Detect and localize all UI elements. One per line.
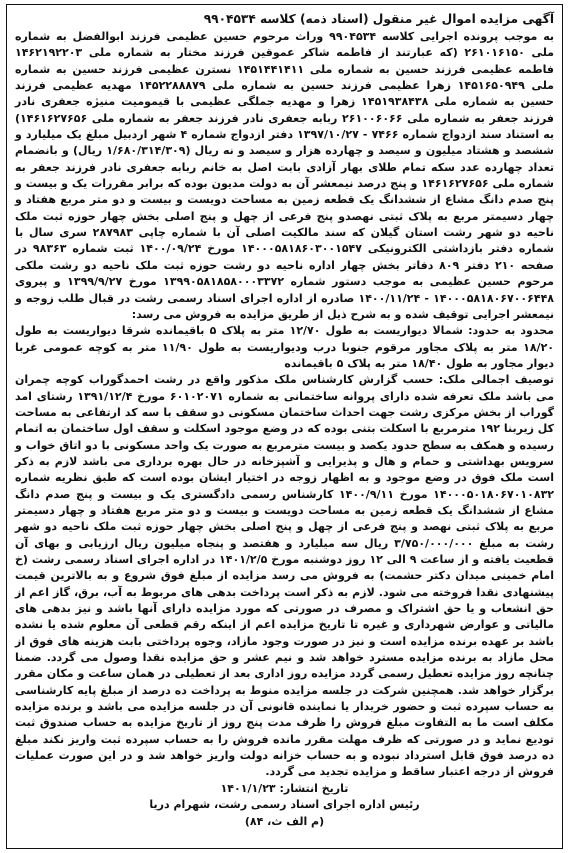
notice-paragraph-description: توصیف اجمالی ملک: حسب گزارش کارشناس ملک مذکور واقع در رشت احمدگوراب کوچه چمران می باشد ملک تعرفه شده دارای پروانه ساختمانی به شماره ۶۰۱۰۲۰۷۱ مورخ ۱۳۹۱/۱۲/۴ رشتای امد گوراب از بخش مرکزی رشت جهت احداث ساختمان مسکونی دو سقف با سه کد ارتفاعی به مساحت کل زیربنا ۱۹۲ مترمربع با اسکلت بتنی بوده که در وضع موجود اسکلت و سقف اول ساختمان به اتمام رسیده و همکف به سطح حدود یکصد و بیست مترمربع به صورت یک واحد مسکونی با دو اتاق خواب و سرویس بهداشتی و حمام و هال و پذیرایی و آشپزخانه در حال بهره برداری می باشد لازم به ذکر است ملک فوق در وضع موجود و به اظهار زوجه در اختیار ایشان بوده است که طبق نظریه شماره ۱۴۰۰۰۵۰۱۸۰۶۷۰۱۰۸۳۲ مورخ ۱۴۰۰/۹/۱۱ کارشناس رسمی دادگستری یک و بیست و پنج صدم دانگ مشاع از ششدانگ یک قطعه زمین به مساحت دویست و بیست و دو متر مربع هفتاد و چهار دسیمتر مربع به پلاک ثبتی نهصد و پنج فرعی از چهل و پنج اصلی بخش چهار حوزه ثبت ملک ناحیه دو شهر رشت به مبلغ ۳/۷۵۰/۰۰۰/۰۰۰ ریال سه میلیارد و هفتصد و پنجاه میلیون ریال ارزیابی و بهای آن قطعیت یافته و از ساعت ۹ الی ۱۲ روز دوشنبه مورخ ۱۴۰۱/۲/۵ در اداره اجرای اسناد رسمی رشت (خ امام خمینی میدان دکتر حشمت) به فروش می رسد مزایده از مبلغ فوق شروع و به بالاترین قیمت پیشنهادی نقدا فروخته می شود. لازم به ذکر است پرداخت بدهی های مربوط به آب، برق، گاز اعم از حق انشعاب و یا حق اشتراک و مصرف در صورتی که مورد مزایده دارای آنها باشد و نیز بدهی های مالیاتی و عوارض شهرداری و غیره تا تاریخ مزایده اعم از اینکه رقم قطعی آن معلوم شده یا نشده باشد بر عهده برنده مزایده است و نیز در صورت وجود مازاد، وجوه پرداختی بابت هزینه های فوق از محل مازاد به برنده مزایده مسترد خواهد شد و نیم عشر و حق مزایده نقدا وصول می گردد. ضمنا چنانچه روز مزایده تعطیل رسمی گردد مزایده روز اداری بعد از تعطیلی در همان ساعت و مکان مقرر برگزار خواهد شد. همچنین شرکت در جلسه مزایده منوط به پرداخت ده درصد از مبلغ پایه کارشناسی به حساب سپرده ثبت و حضور خریدار یا نماینده قانونی آن در جلسه مزایده می باشد و برنده مزایده مکلف است ما به التفاوت مبلغ فروش را ظرف مدت پنج روز از تاریخ مزایده به حساب صندوق ثبت تودیع نماید و در صورتی که ظرف مهلت مقرر مانده فروش را به حساب سپرده ثبت واریز نکند مبلغ ده درصد فوق قابل استرداد نبوده و به حساب خزانه دولت واریز خواهد شد و در این صورت عملیات فروش از درجه اعتبار ساقط و مزایده تجدید می گردد. <box>15 373 555 779</box>
auction-notice <box>6 4 563 849</box>
publication-date: تاریخ انتشار: ۱۴۰۱/۱/۲۳ <box>220 781 349 795</box>
notice-paragraph-boundaries: محدود به حدود: شمالا دیواریست به طول ۱۲/۷۰ متر به پلاک ۵ باقیمانده شرقا دیواریست به طول ۱۸/۲۰ متر به پلاک مجاور مرقوم جنوبا درب ودیواریست به طول ۱۱/۹۰ متر به کوچه عمومی غربا دیوار مجاور به طول ۱۸/۴۰ متر به پلاک ۵ باقیمانده <box>15 324 554 370</box>
signature-line: رئیس اداره اجرای اسناد رسمی رشت، شهرام دریا <box>149 798 420 812</box>
notice-body <box>15 29 554 781</box>
notice-title: آگهی مزایده اموال غیر منقول (اسناد ذمه) کلاسه ۹۹۰۴۵۳۴ <box>203 12 554 26</box>
reference-code: (م الف ث، ۸۴) <box>244 814 325 828</box>
notice-paragraph-case: به موجب پرونده اجرایی کلاسه ۹۹۰۴۵۳۴ وراث مرحوم حسین عظیمی فرزند ابوالفضل به شماره ملی ۲۶۱۰۱۶۱۵۰ (که عبارتند از فاطمه شاکر عموقین فرزند مختار به شماره ملی ۱۴۶۲۱۹۲۲۰۳ فاطمه عظیمی فرزند حسین به شماره ملی ۱۴۵۱۴۴۱۴۱۱ نسترن عظیمی فرزند حسین به شماره ملی ۱۴۵۱۶۵۰۹۴۹ زهرا عظیمی فرزند حسین به شماره ملی ۱۴۵۲۲۸۸۸۷۹ مهدیه عظیمی فرزند حسین به شماره ملی ۱۴۵۱۹۳۸۴۳۸ زهرا و مهدیه جملگی عظیمی با قیمومیت منیژه جعفری نادر فرزند جعفر به شماره ملی ۲۶۱۰۰۶۰۶۶ ربابه جعفری نادر فرزند جعفر به شماره ملی ۱۴۶۱۶۲۷۶۵۶) به استناد سند ازدواج شماره ۷۴۶۶ - ۱۳۹۷/۱۰/۲۷ دفتر ازدواج شماره ۴ شهر اردبیل مبلغ یک میلیارد و ششصد و هشتاد میلیون و سیصد و چهارده هزار و سیصد و نه ریال (۱/۶۸۰/۳۱۴/۳۰۹ ریال) و بانضمام تعداد چهارده عدد سکه تمام طلای بهار آزادی بابت اصل به خانم ربابه جعفری نادر فرزند جعفر به شماره ملی ۱۴۶۱۶۲۷۶۵۶ و پنج درصد نیمعشر آن به دولت مدیون بوده که برابر مقررات یک و بیست و پنج صدم دانگ مشاع از ششدانگ یک قطعه زمین به مساحت دویست و بیست و دو متر مربع هفتاد و چهار دسیمتر مربع به پلاک ثبتی نهصدو پنج فرعی از چهل و پنج اصلی بخش چهار حوزه ثبت ملک ناحیه دو شهر رشت استان گیلان که سند مالکیت اصلی آن با شماره چاپی ۲۸۷۹۸۳ سری سال با شماره دفتر بازداشتی الکترونیکی ۱۴۰۰۰۵۸۱۸۶۰۳۰۰۱۵۴۷ مورخ ۱۴۰۰/۰۹/۲۴ ثبت شماره ۹۸۳۶۳ در صفحه ۲۱۰ دفتر ۸۰۹ دفاتر بخش چهار اداره ناحیه دو رشت حوزه ثبت ملک ناحیه دو رشت ملکی مرحوم حسین عظیمی به موجب دستور شماره ۱۳۹۹۰۵۸۱۸۵۸۰۰۰۳۳۷۲ مورخ ۱۳۹۹/۹/۲۷ و پیروی ۱۴۰۰۰۵۸۱۸۰۶۷۰۰۶۴۴۸ - ۱۴۰۰/۱۱/۲۴ صادره از اداره اجرای اسناد رسمی رشت در قبال طلب زوجه و نیمعشر اجرایی توقیف شده و به شرح ذیل از طریق مزایده به فروش می رسد: <box>15 30 555 321</box>
